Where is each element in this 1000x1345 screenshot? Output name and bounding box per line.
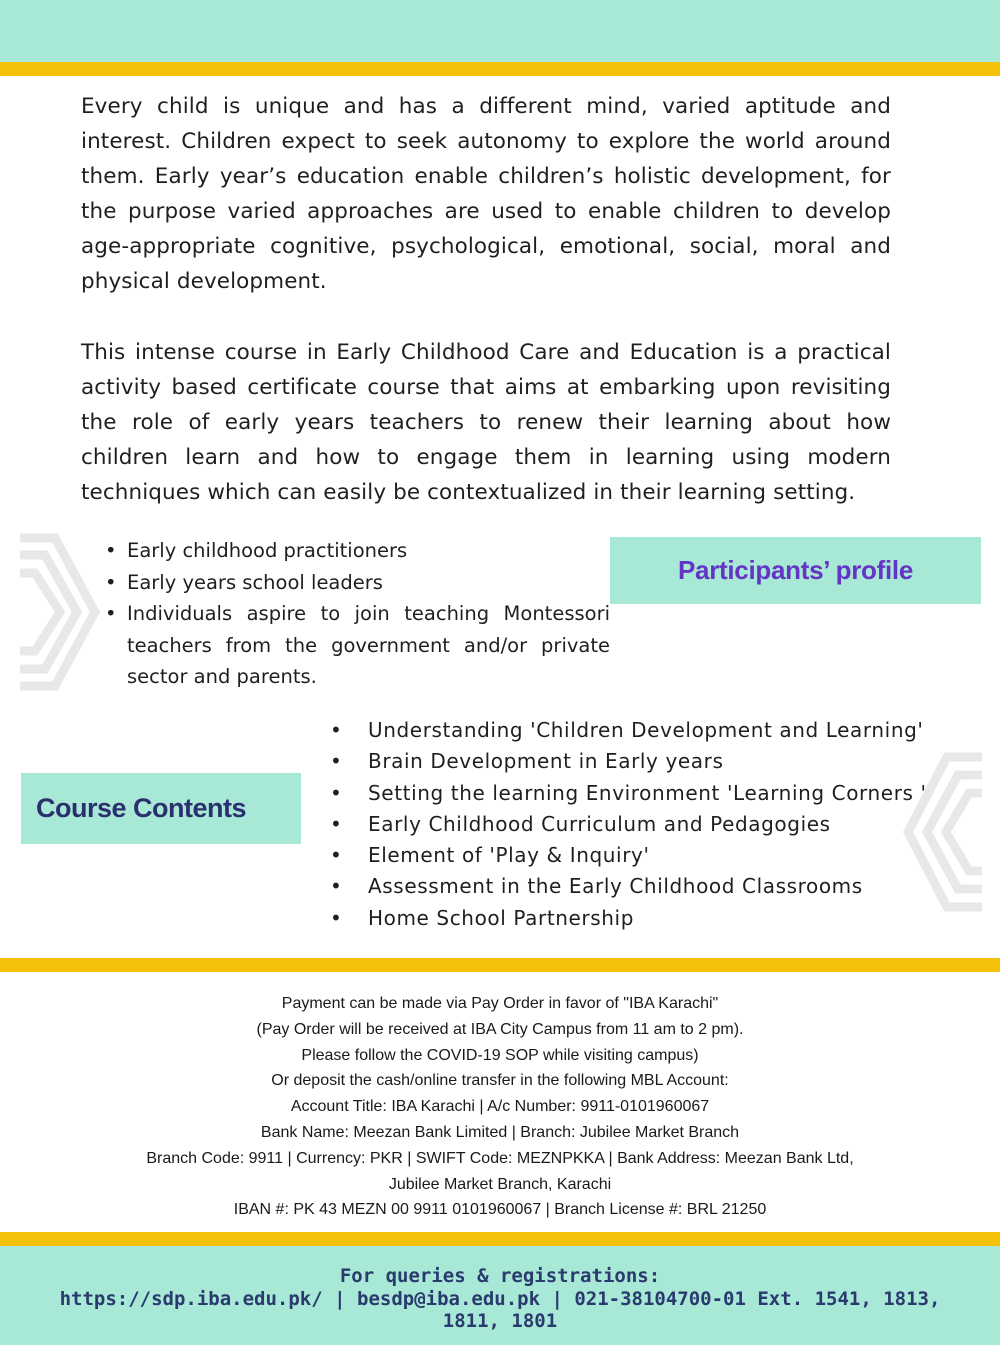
- payment-line: Please follow the COVID-19 SOP while visiting campus): [301, 1046, 699, 1064]
- payment-line: Jubilee Market Branch, Karachi: [388, 1175, 612, 1193]
- list-item: • Assessment in the Early Childhood Classrooms: [325, 871, 927, 902]
- chevron-decoration-left-icon: [20, 533, 102, 691]
- course-contents-heading: Course Contents: [21, 773, 301, 844]
- list-item: • Home School Partnership: [325, 903, 927, 934]
- participants-list: [105, 535, 610, 693]
- payment-info: [100, 991, 900, 1223]
- list-item: • Element of 'Play & Inquiry': [325, 840, 927, 871]
- top-yellow-stripe: [0, 62, 1000, 76]
- payment-line: Branch Code: 9911 | Currency: PKR | SWIFT Code: MEZNPKKA | Bank Address: Meezan Bank Ltd,: [146, 1149, 854, 1167]
- list-item: • Early years school leaders: [105, 567, 610, 599]
- list-item: • Early childhood practitioners: [105, 535, 610, 567]
- list-item: • Brain Development in Early years: [325, 746, 927, 777]
- contact-details[interactable]: https://sdp.iba.edu.pk/ | besdp@iba.edu.pk | 021-38104700-01 Ext. 1541, 1813, 1811, 1801: [59, 1287, 941, 1332]
- intro-paragraph-1: Every child is unique and has a different mind, varied aptitude and interest. Children expect to seek autonomy to explore the world around them. Early year’s education enable children’s holistic development, for the purpose varied approaches are used to enable children to develop age-appropriate cognitive, psychological, emotional, social, moral and physical development.: [81, 94, 891, 294]
- payment-line: (Pay Order will be received at IBA City Campus from 11 am to 2 pm).: [256, 1020, 744, 1038]
- queries-footer: [40, 1265, 960, 1333]
- queries-title: For queries & registrations:: [339, 1265, 661, 1287]
- list-item: • Understanding 'Children Development and Learning': [325, 715, 927, 746]
- intro-paragraph-2: This intense course in Early Childhood Care and Education is a practical activity based certificate course that aims at embarking upon revisiting the role of early years teachers to renew their learning about how children learn and how to engage them in learning using modern techniques which can easily be contextualized in their learning setting.: [81, 340, 891, 505]
- course-contents-list: [325, 715, 927, 934]
- bottom-yellow-stripe: [0, 1232, 1000, 1246]
- list-item: • Individuals aspire to join teaching Montessori teachers from the government and/or private sector and parents.: [105, 598, 610, 693]
- payment-line: Bank Name: Meezan Bank Limited | Branch: Jubilee Market Branch: [260, 1123, 740, 1141]
- list-item: • Early Childhood Curriculum and Pedagogies: [325, 809, 927, 840]
- middle-yellow-stripe: [0, 958, 1000, 972]
- list-item: • Setting the learning Environment 'Learning Corners ': [325, 778, 927, 809]
- payment-line: Or deposit the cash/online transfer in the following MBL Account:: [271, 1072, 729, 1090]
- payment-line: IBAN #: PK 43 MEZN 00 9911 0101960067 | Branch License #: BRL 21250: [233, 1201, 767, 1219]
- top-mint-band: [0, 0, 1000, 62]
- payment-line: Account Title: IBA Karachi | A/c Number: 9911-0101960067: [290, 1098, 710, 1116]
- participants-profile-heading: Participants’ profile: [610, 537, 981, 604]
- payment-line: Payment can be made via Pay Order in favor of "IBA Karachi": [281, 995, 719, 1012]
